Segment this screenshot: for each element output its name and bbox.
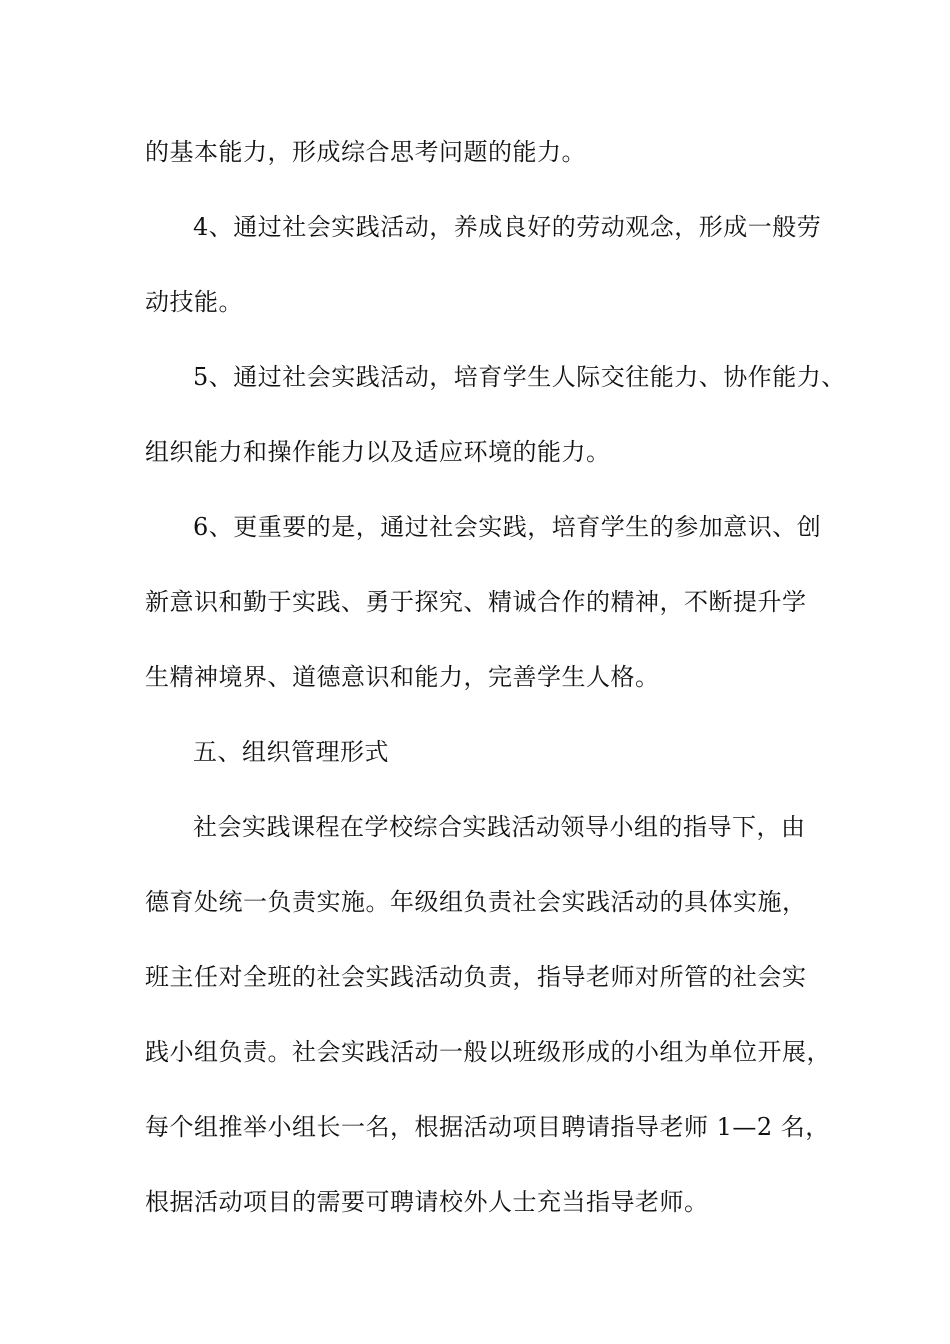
text-line: 组织能力和操作能力以及适应环境的能力。 xyxy=(145,438,611,466)
text-line: 德育处统一负责实施。年级组负责社会实践活动的具体实施， xyxy=(145,888,807,916)
text-line-item-5: 5、通过社会实践活动，培育学生人际交往能力、协作能力、 xyxy=(193,363,846,391)
text-line: 生精神境界、道德意识和能力，完善学生人格。 xyxy=(145,663,660,691)
text-line: 班主任对全班的社会实践活动负责，指导老师对所管的社会实 xyxy=(145,963,807,991)
text-line: 动技能。 xyxy=(145,288,243,316)
text-line: 的基本能力，形成综合思考问题的能力。 xyxy=(145,138,586,166)
text-line-item-6: 6、更重要的是，通过社会实践，培育学生的参加意识、创 xyxy=(193,513,822,541)
text-line: 每个组推举小组长一名，根据活动项目聘请指导老师 1—2 名， xyxy=(145,1113,830,1141)
section-heading: 五、组织管理形式 xyxy=(193,738,389,766)
text-line: 根据活动项目的需要可聘请校外人士充当指导老师。 xyxy=(145,1188,709,1216)
text-line: 新意识和勤于实践、勇于探究、精诚合作的精神，不断提升学 xyxy=(145,588,807,616)
text-line-item-4: 4、通过社会实践活动，养成良好的劳动观念，形成一般劳 xyxy=(193,213,822,241)
paragraph-start: 社会实践课程在学校综合实践活动领导小组的指导下，由 xyxy=(193,813,806,841)
text-line: 践小组负责。社会实践活动一般以班级形成的小组为单位开展， xyxy=(145,1038,831,1066)
